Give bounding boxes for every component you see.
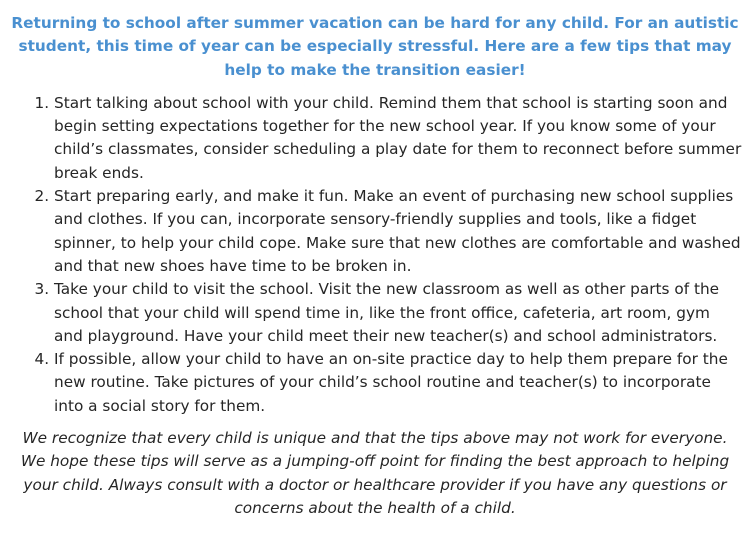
tip-item-1: 1. Start talking about school with your child. Remind them that school is starting soon and begin setting expectations together for the new school year. If you know some of your child’s classmates, consider scheduling a play date for them to reconnect before summer break ends.	[54, 92, 742, 185]
disclaimer-paragraph: We recognize that every child is unique and that the tips above may not work for everyone. We hope these tips will serve as a jumping-off point for finding the best approach to helping your child. Always consult with a doctor or healthcare provider if you have any questions or concerns about the health of a child.	[20, 429, 730, 517]
tips-list	[8, 92, 742, 418]
tip-item-4: 4. If possible, allow your child to have an on-site practice day to help them prepare for the new routine. Take pictures of your child’s school routine and teacher(s) to incorporate into a social story for them.	[54, 348, 742, 418]
tip-item-2: 2. Start preparing early, and make it fun. Make an event of purchasing new school supplies and clothes. If you can, incorporate sensory-friendly supplies and tools, like a fidget spinner, to help your child cope. Make sure that new clothes are comfortable and washed and that new shoes have time to be broken in.	[54, 185, 742, 278]
tip-item-3: 3. Take your child to visit the school. Visit the new classroom as well as other parts of the school that your child will spend time in, like the front office, cafeteria, art room, gym and playground. Have your child meet their new teacher(s) and school administrators.	[54, 278, 742, 348]
intro-paragraph: Returning to school after summer vacation can be hard for any child. For an autistic student, this time of year can be especially stressful. Here are a few tips that may help to make the transition easier!	[11, 14, 739, 79]
